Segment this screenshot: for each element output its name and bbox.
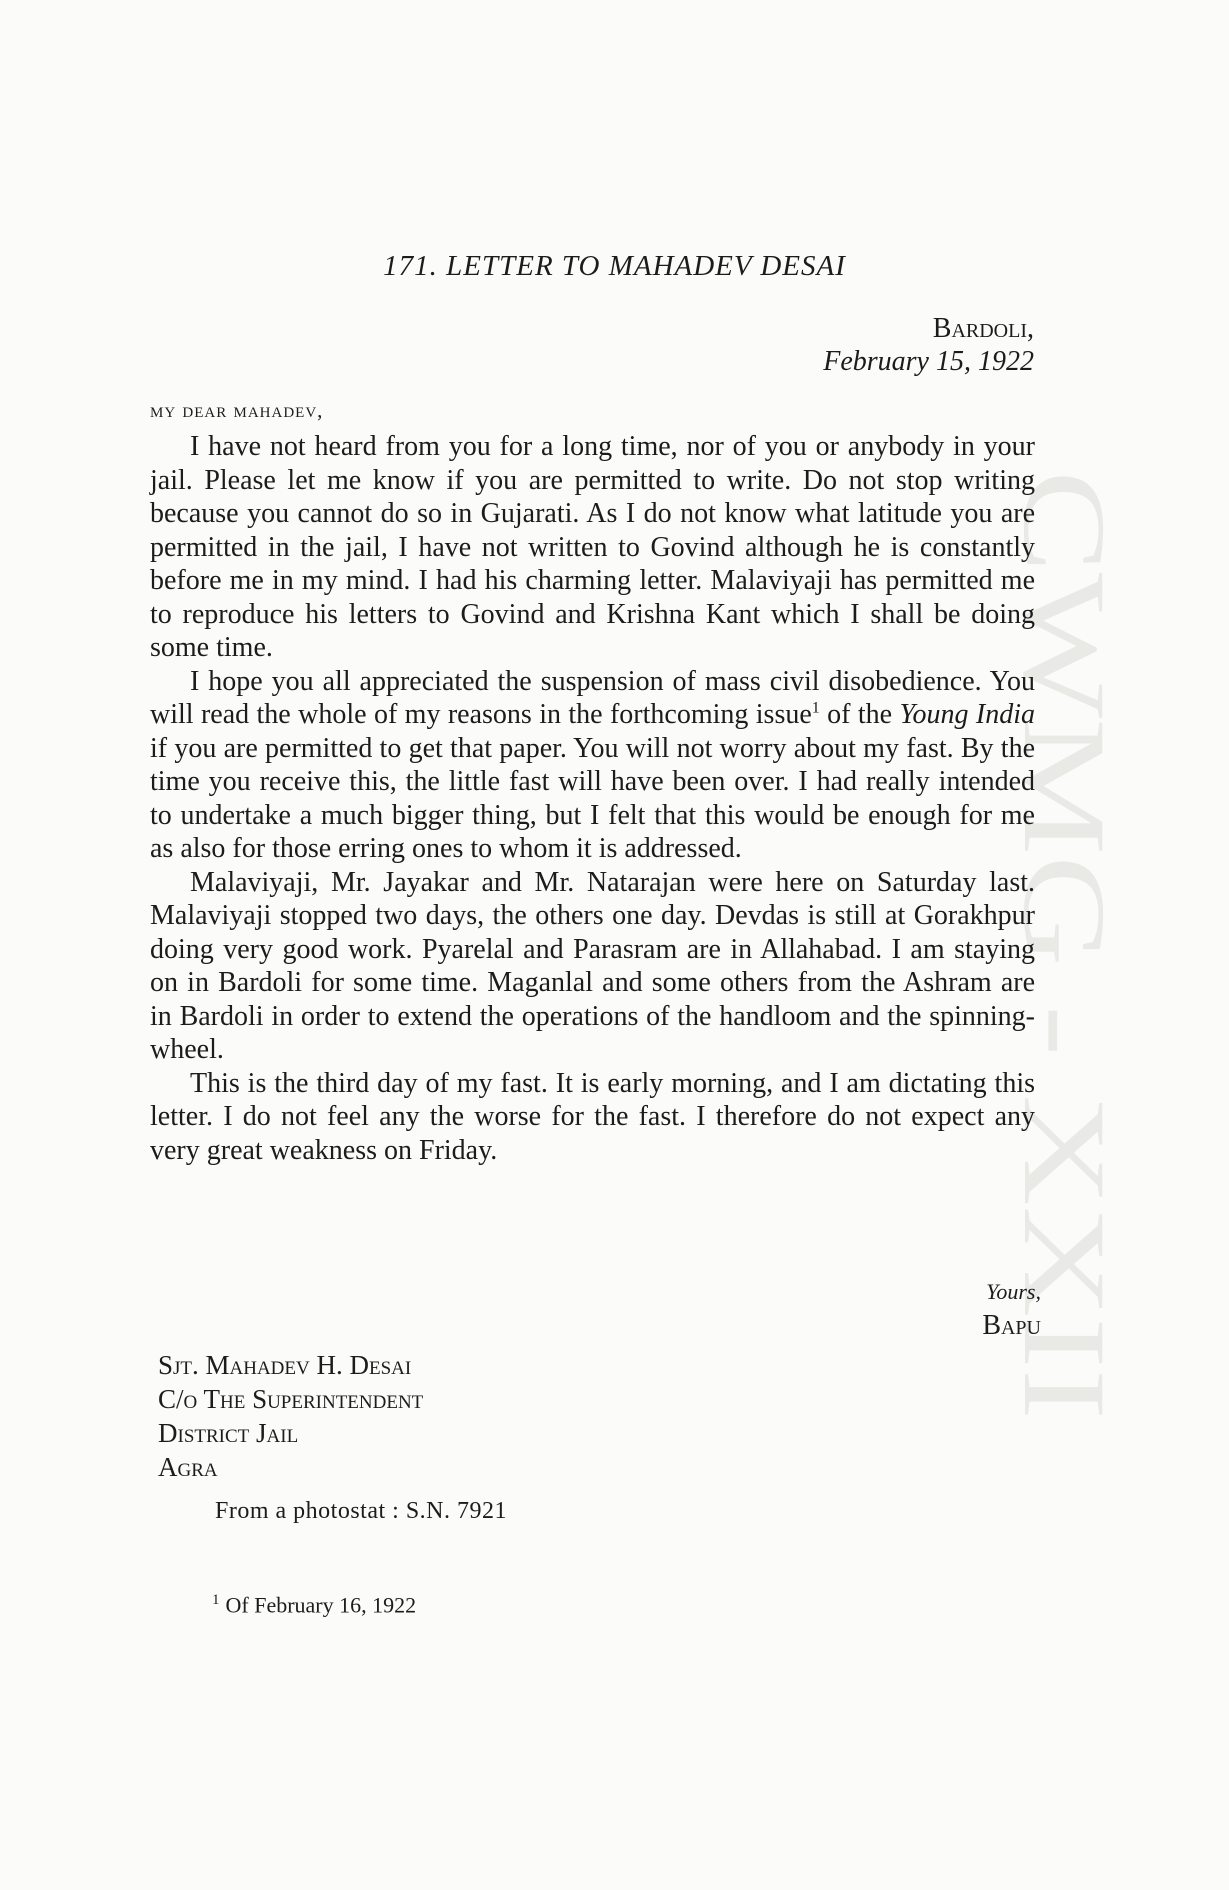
letter-date: February 15, 1922: [823, 346, 1034, 377]
watermark-text: CWMG - XXII: [999, 470, 1130, 1198]
footnote-text: Of February 16, 1922: [225, 1592, 417, 1618]
paragraph-3: Malaviyaji, Mr. Jayakar and Mr. Natarajan were here on Saturday last. Malaviyaji stopped two days, the others one day. Devdas is still at Gorakhpur doing very good work. Pyarelal and Parasram are in Allahabad. I am staying on in Bardoli for some time. Maganlal and some others from the Ashram are in Bardoli in order to extend the operations of the handloom and the spinning-wheel.: [150, 866, 1035, 1065]
footnote-marker: 1: [212, 1592, 220, 1608]
address-line-4: Agra: [158, 1452, 218, 1482]
address-line-3: District Jail: [158, 1418, 299, 1448]
address-block: [158, 1348, 423, 1484]
salutation: my dear mahadev,: [150, 398, 324, 422]
address-line-1: Sjt. Mahadev H. Desai: [158, 1350, 412, 1380]
publication-title: Young India: [899, 699, 1035, 730]
address-line-2: C/o The Superintendent: [158, 1384, 424, 1414]
paragraph-2-part-c: if you are permitted to get that paper. You will not worry about my fast. By the time you receive this, the little fast will have been over. I had really intended to undertake a much bigger thing, but I felt that this would be enough for me as also for those erring ones to whom it is addressed.: [150, 732, 1035, 864]
paragraph-2-part-a: I hope you all appreciated the suspension of mass civil disobedience. You will read the whole of my reasons in the forthcoming issue: [150, 665, 1035, 730]
signature: Bapu: [982, 1310, 1041, 1341]
letter-place: Bardoli,: [932, 313, 1034, 344]
paragraph-4: This is the third day of my fast. It is early morning, and I am dictating this letter. I do not feel any the worse for the fast. I therefore do not expect any very great weakness on Friday.: [150, 1067, 1035, 1166]
footnote: [212, 1592, 416, 1618]
paragraph-2-part-b: of the: [819, 699, 900, 730]
letter-title: 171. LETTER TO MAHADEV DESAI: [383, 250, 846, 282]
footnote-reference: 1: [811, 699, 820, 717]
source-note: From a photostat : S.N. 7921: [215, 1498, 508, 1524]
paragraph-1: I have not heard from you for a long time, nor of you or anybody in your jail. Please let me know if you are permitted to write. Do not stop writing because you cannot do so in Gujarati. As I do not know what latitude you are permitted in the jail, I have not written to Govind although he is constantly before me in my mind. I had his charming letter. Malaviyaji has permitted me to reproduce his letters to Govind and Krishna Kant which I shall be doing some time.: [150, 431, 1035, 663]
closing-yours: Yours,: [986, 1279, 1041, 1304]
paragraph-2: [150, 665, 1035, 866]
letter-body: [150, 430, 1035, 1167]
closing-block: [982, 1278, 1041, 1346]
